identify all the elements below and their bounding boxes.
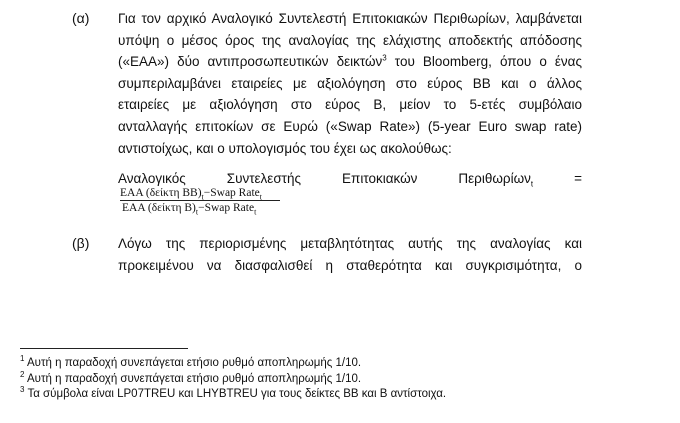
footnote bbox=[20, 356, 446, 372]
item-a-label: (α) bbox=[72, 10, 90, 26]
footnotes bbox=[20, 356, 446, 403]
denominator-sub: t bbox=[195, 207, 199, 217]
footnote bbox=[20, 387, 446, 403]
formula-subscript: t bbox=[530, 179, 534, 189]
paragraph-line: εταιρείες με αξιολόγηση στο εύρος B, μείον το 5-ετές συμβόλαιο bbox=[118, 97, 582, 113]
paragraph-line-start: («ΕΑΑ») δύο αντιπροσωπευτικών δεικτών bbox=[118, 54, 383, 70]
item-a-paragraph bbox=[118, 8, 582, 159]
paragraph-line-end: του Bloomberg, όπου ο ένας bbox=[386, 54, 582, 70]
footnote-text: Τα σύμβολα είναι LP07TREU και LHYBTREU για τους δείκτες BB και B αντίστοιχα. bbox=[27, 388, 447, 400]
formula-word: Συντελεστής bbox=[226, 171, 301, 186]
footnote-text: Αυτή η παραδοχή συνεπάγεται ετήσιο ρυθμό αποπληρωμής 1/10. bbox=[27, 372, 362, 385]
footnote-divider bbox=[20, 348, 188, 349]
numerator-sub: t bbox=[201, 192, 204, 202]
formula-equals: = bbox=[574, 171, 582, 186]
formula-lhs bbox=[118, 169, 582, 189]
paragraph-line: Λόγω της περιορισμένης μεταβλητότητας αυτής της αναλογίας και bbox=[118, 236, 582, 251]
denominator-swap-sub: t bbox=[254, 207, 257, 217]
paragraph-line bbox=[118, 51, 582, 73]
paragraph-line: ανταλλαγής επιτοκίων σε Ευρώ («Swap Rate») (5-year Euro swap rate) bbox=[118, 118, 582, 134]
formula-word-last bbox=[458, 171, 534, 189]
footnote-number: 3 bbox=[20, 385, 25, 395]
numerator-term: ΕΑΑ (δείκτη ΒΒ) bbox=[120, 187, 202, 199]
paragraph-line: Για τον αρχικό Αναλογικό Συντελεστή Επιτοκιακών Περιθωρίων, λαμβάνεται bbox=[118, 11, 582, 26]
footnote-text: Αυτή η παραδοχή συνεπάγεται ετήσιο ρυθμό αποπληρωμής 1/10. bbox=[27, 357, 362, 369]
item-b-label: (β) bbox=[72, 235, 90, 251]
numerator-swap: −Swap Rate bbox=[203, 187, 260, 199]
formula-numerator bbox=[120, 187, 280, 200]
formula-word: Αναλογικός bbox=[118, 171, 186, 186]
formula-word: Περιθωρίων bbox=[458, 171, 531, 186]
formula-denominator bbox=[120, 201, 280, 217]
footnote-number: 2 bbox=[20, 369, 25, 379]
footnote bbox=[20, 369, 446, 388]
paragraph-line: αντιστοίχως, και ο υπολογισμός του έχει ως ακολούθως: bbox=[118, 140, 452, 156]
denominator-swap: −Swap Rate bbox=[198, 202, 255, 214]
paragraph-line: προκειμένου να διασφαλισθεί η σταθερότητα και συγκρισιμότητα, ο bbox=[118, 257, 582, 273]
paragraph-line: συμπεριλαμβάνει εταιρείες με αξιολόγηση στο εύρος BB και ο άλλος bbox=[118, 75, 582, 91]
footnote-number: 1 bbox=[20, 354, 25, 364]
formula-fraction bbox=[120, 187, 280, 217]
numerator-swap-sub: t bbox=[259, 192, 262, 202]
item-b-paragraph bbox=[118, 233, 582, 276]
footnote-ref-3: 3 bbox=[382, 53, 387, 63]
formula-word: Επιτοκιακών bbox=[342, 171, 418, 186]
denominator-term: ΕΑΑ (δείκτη Β) bbox=[122, 202, 196, 214]
paragraph-line: υπόψη ο μέσος όρος της αναλογίας της ελάχιστης αποδεκτής απόδοσης bbox=[118, 32, 582, 48]
